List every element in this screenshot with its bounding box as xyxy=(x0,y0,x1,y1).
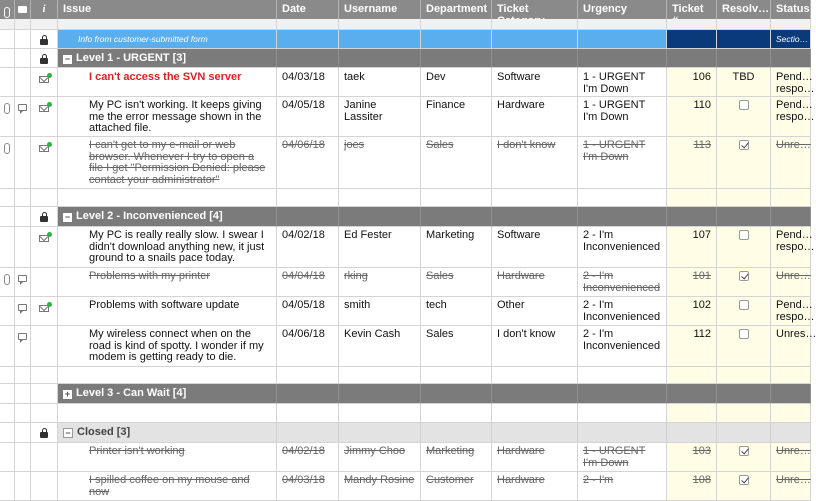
email-icon xyxy=(39,145,49,152)
group-label: Level 1 - URGENT [3] xyxy=(76,52,187,64)
date-cell[interactable]: 04/06/18 xyxy=(277,137,339,189)
expand-icon[interactable]: + xyxy=(64,389,71,399)
lock-icon xyxy=(40,432,48,438)
urgency-cell[interactable]: 1 - URGENT I'm Down xyxy=(578,68,667,97)
table-row[interactable] xyxy=(0,68,815,97)
department-cell[interactable]: Sales xyxy=(421,137,492,189)
date-cell[interactable]: 04/05/18 xyxy=(277,97,339,137)
issue-cell[interactable]: Printer isn't working xyxy=(58,443,277,472)
col-header-issue[interactable]: Issue xyxy=(58,0,277,19)
table-row[interactable] xyxy=(0,97,815,137)
resolved-cell[interactable] xyxy=(717,227,771,268)
resolved-checkbox[interactable] xyxy=(739,100,749,110)
attachment-icon[interactable] xyxy=(4,143,10,154)
status-cell[interactable]: Unre… xyxy=(771,268,811,297)
username-cell[interactable]: rking xyxy=(339,268,421,297)
status-cell[interactable]: Unre… xyxy=(771,472,811,501)
empty-row xyxy=(0,367,800,384)
status-cell[interactable]: Pend… respo… xyxy=(771,297,811,326)
table-row[interactable] xyxy=(0,297,815,326)
attachment-column-header[interactable] xyxy=(0,0,15,19)
collapse-icon[interactable]: − xyxy=(64,212,71,222)
table-row[interactable] xyxy=(0,137,811,189)
group-label: Level 3 - Can Wait [4] xyxy=(76,387,187,399)
resolved-cell[interactable] xyxy=(717,326,771,367)
col-header-date[interactable]: Date xyxy=(277,0,339,19)
column-header-row xyxy=(0,0,810,19)
status-cell[interactable]: Pend… respo… xyxy=(771,97,811,137)
group-row-level2 xyxy=(0,207,800,227)
lock-icon xyxy=(40,216,48,222)
resolved-checkbox[interactable] xyxy=(739,329,749,339)
resolved-checkbox[interactable] xyxy=(739,271,749,281)
comment-icon xyxy=(18,6,27,13)
date-cell[interactable]: 04/02/18 xyxy=(277,443,339,472)
col-header-urgency[interactable]: Urgency xyxy=(578,0,667,19)
lock-icon xyxy=(40,58,48,64)
username-cell[interactable]: taek xyxy=(339,68,421,97)
ticket-cell[interactable]: 110 xyxy=(667,97,717,137)
date-cell[interactable]: 04/03/18 xyxy=(277,472,339,501)
department-cell[interactable]: Sales xyxy=(421,326,492,367)
col-header-ticket[interactable]: Ticket xyxy=(667,0,717,19)
email-icon xyxy=(39,76,49,83)
table-row[interactable] xyxy=(0,472,811,501)
urgency-cell[interactable]: 2 - I'm Inconvenienced xyxy=(578,268,667,297)
username-cell[interactable]: Kevin Cash xyxy=(339,326,421,367)
comment-icon[interactable] xyxy=(18,104,27,111)
category-cell[interactable]: Software xyxy=(492,68,578,97)
email-icon xyxy=(39,105,49,112)
resolved-cell[interactable] xyxy=(717,137,771,189)
issue-cell[interactable]: I spilled coffee on my mouse and now xyxy=(58,472,277,501)
issue-cell[interactable]: My PC isn't working. It keeps giving me the error message shown in the attached file. xyxy=(58,97,277,137)
group-label: Closed [3] xyxy=(77,426,131,438)
issue-cell[interactable]: My PC is really really slow. I swear I didn't download anything new, it just ground to a snails pace today. xyxy=(58,227,277,268)
table-row[interactable] xyxy=(0,326,816,367)
date-cell[interactable]: 04/05/18 xyxy=(277,297,339,326)
resolved-cell[interactable] xyxy=(717,268,771,297)
resolved-checkbox[interactable] xyxy=(739,475,749,485)
ticket-cell[interactable]: 102 xyxy=(667,297,717,326)
resolved-checkbox[interactable] xyxy=(739,140,749,150)
status-cell[interactable]: Unres… xyxy=(771,326,811,367)
lock-icon xyxy=(40,39,48,45)
urgency-cell[interactable]: 2 - I'm xyxy=(578,472,667,501)
status-cell[interactable]: Pend… respo… xyxy=(771,227,811,268)
empty-row xyxy=(0,404,800,423)
group-label: Level 2 - Inconvenienced [4] xyxy=(76,210,223,222)
col-header-resolved[interactable]: Resolv… xyxy=(717,0,771,19)
username-cell[interactable]: Mandy Rosine xyxy=(339,472,421,501)
department-cell[interactable]: tech xyxy=(421,297,492,326)
date-cell[interactable]: 04/06/18 xyxy=(277,326,339,367)
group-row-level3 xyxy=(0,384,800,404)
username-cell[interactable]: Jimmy Choo xyxy=(339,443,421,472)
col-header-status[interactable]: Status xyxy=(771,0,811,19)
collapse-icon[interactable]: − xyxy=(64,54,71,64)
date-cell[interactable]: 04/03/18 xyxy=(277,68,339,97)
resolved-cell[interactable] xyxy=(717,297,771,326)
category-cell[interactable]: Software xyxy=(492,227,578,268)
issue-cell[interactable]: Problems with software update xyxy=(58,297,277,326)
status-cell[interactable]: Unre… xyxy=(771,443,811,472)
group-row-level1 xyxy=(0,49,800,68)
issue-cell[interactable]: Problems with my printer xyxy=(58,268,277,297)
blank-row xyxy=(0,19,800,30)
comment-icon[interactable] xyxy=(18,304,27,311)
ticket-cell[interactable]: 103 xyxy=(667,443,717,472)
ticket-cell[interactable]: 113 xyxy=(667,137,717,189)
urgency-cell[interactable]: 1 - URGENT I'm Down xyxy=(578,443,667,472)
info-section-label: Sectio… xyxy=(771,30,811,49)
email-icon xyxy=(39,235,49,242)
category-cell[interactable]: I don't know xyxy=(492,137,578,189)
comment-column-header[interactable] xyxy=(15,0,31,19)
group-level1[interactable] xyxy=(58,49,277,68)
department-cell[interactable]: Sales xyxy=(421,268,492,297)
category-cell[interactable]: Other xyxy=(492,297,578,326)
resolved-cell[interactable] xyxy=(717,443,771,472)
department-cell[interactable]: Customer xyxy=(421,472,492,501)
attachment-icon xyxy=(4,7,10,18)
status-cell[interactable]: Unre… xyxy=(771,137,811,189)
department-cell[interactable]: Dev xyxy=(421,68,492,97)
date-cell[interactable]: 04/02/18 xyxy=(277,227,339,268)
username-cell[interactable]: smith xyxy=(339,297,421,326)
urgency-cell[interactable]: 2 - I'm Inconvenienced xyxy=(578,227,667,268)
urgency-cell[interactable]: 1 - URGENT I'm Down xyxy=(578,137,667,189)
urgency-cell[interactable]: 2 - I'm Inconvenienced xyxy=(578,297,667,326)
category-cell[interactable]: Hardware xyxy=(492,268,578,297)
comment-icon[interactable] xyxy=(18,333,27,340)
attachment-icon[interactable] xyxy=(4,103,10,114)
ticket-cell[interactable]: 101 xyxy=(667,268,717,297)
issue-cell[interactable]: I can't access the SVN server xyxy=(58,68,277,97)
category-cell[interactable]: Hardware xyxy=(492,472,578,501)
username-cell[interactable]: Janine Lassiter xyxy=(339,97,421,137)
issue-cell[interactable]: I can't get to my e-mail or web browser. Whenever I try to open a file I get "Permission Denied: please contact your administrator" xyxy=(58,137,277,189)
username-cell[interactable]: joes xyxy=(339,137,421,189)
username-cell[interactable]: Ed Fester xyxy=(339,227,421,268)
resolved-cell[interactable] xyxy=(717,97,771,137)
group-level2[interactable] xyxy=(58,207,277,227)
resolved-checkbox[interactable] xyxy=(739,446,749,456)
col-header-category[interactable]: Ticket xyxy=(492,0,578,19)
resolved-cell[interactable]: TBD xyxy=(717,68,771,97)
info-row xyxy=(0,30,809,49)
ticket-cell[interactable]: 108 xyxy=(667,472,717,501)
resolved-checkbox[interactable] xyxy=(739,230,749,240)
info-icon: i xyxy=(42,3,46,15)
email-icon xyxy=(39,305,49,312)
comment-icon[interactable] xyxy=(18,275,27,282)
resolved-checkbox[interactable] xyxy=(739,300,749,310)
issue-cell[interactable]: My wireless connect when on the road is kind of spotty. I wonder if my modem is getting ready to die. xyxy=(58,326,277,367)
ticket-cell[interactable]: 112 xyxy=(667,326,717,367)
empty-row xyxy=(0,189,800,207)
table-row[interactable] xyxy=(0,443,811,472)
category-cell[interactable]: Hardware xyxy=(492,443,578,472)
resolved-cell[interactable] xyxy=(717,472,771,501)
date-cell[interactable]: 04/04/18 xyxy=(277,268,339,297)
category-cell[interactable]: I don't know xyxy=(492,326,578,367)
group-row-closed xyxy=(0,423,800,443)
attachment-icon[interactable] xyxy=(4,274,10,285)
col-header-department[interactable]: Department xyxy=(421,0,492,19)
urgency-cell[interactable]: 1 - URGENT I'm Down xyxy=(578,97,667,137)
department-cell[interactable]: Marketing xyxy=(421,227,492,268)
ticket-cell[interactable]: 106 xyxy=(667,68,717,97)
table-row[interactable] xyxy=(0,268,811,297)
info-column-header[interactable] xyxy=(31,0,58,19)
category-cell[interactable]: Hardware xyxy=(492,97,578,137)
col-header-username[interactable]: Username xyxy=(339,0,421,19)
ticket-cell[interactable]: 107 xyxy=(667,227,717,268)
status-cell[interactable]: Pend… respo… xyxy=(771,68,811,97)
department-cell[interactable]: Finance xyxy=(421,97,492,137)
urgency-cell[interactable]: 2 - I'm Inconvenienced xyxy=(578,326,667,367)
group-level3[interactable] xyxy=(58,384,277,404)
collapse-icon[interactable]: − xyxy=(63,428,73,438)
group-closed[interactable] xyxy=(58,423,277,443)
info-form-label: Info from customer-submitted form xyxy=(58,30,277,49)
table-row[interactable] xyxy=(0,227,815,268)
department-cell[interactable]: Marketing xyxy=(421,443,492,472)
